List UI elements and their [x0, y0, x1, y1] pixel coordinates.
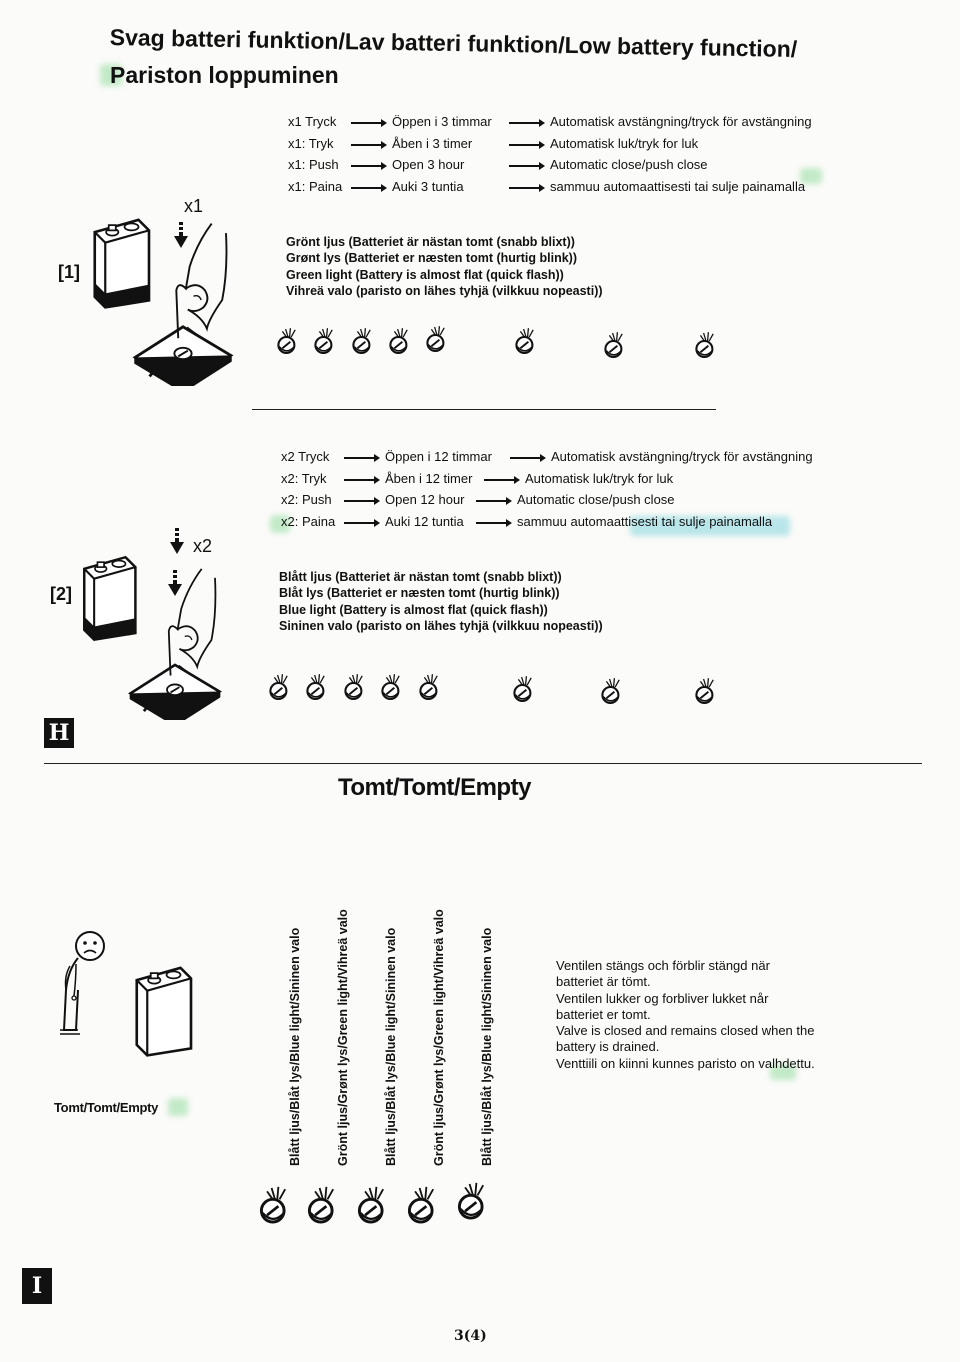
vertical-light-label: Grönt ljus/Grønt lys/Green light/Vihreä valo [336, 909, 350, 1166]
flash-icon [343, 672, 367, 702]
light-line: Vihreä valo (paristo on lähes tyhjä (vilkkuu nopeasti)) [286, 283, 603, 298]
arrow-icon [509, 187, 543, 189]
valve-closed-icon [356, 1180, 390, 1230]
highlighter-mark [168, 1098, 188, 1116]
duration-text: Open 3 hour [392, 157, 465, 173]
valve-closed-icon [306, 1180, 340, 1230]
light-line: Sininen valo (paristo on lähes tyhjä (vilkkuu nopeasti)) [279, 618, 603, 633]
duration-text: Åben i 3 timer [392, 135, 473, 151]
duration-text: Åben i 12 timer [385, 470, 473, 486]
down-arrow-icon [170, 528, 184, 554]
vertical-light-label: Blått ljus/Blåt lys/Blue light/Sininen valo [288, 927, 302, 1166]
result-text: Automatisk avstängning/tryck för avstängning [551, 449, 813, 464]
section1-label: [1] [58, 262, 80, 282]
light-line: Blått ljus (Batteriet är nästan tomt (snabb blixt)) [279, 570, 562, 584]
flash-icon [425, 324, 449, 354]
result-text: Automatisk avstängning/tryck för avstängning [550, 114, 812, 129]
press-text: x2 Tryck [281, 449, 330, 464]
description-line: Ventilen stängs och förblir stängd när batteriet är tömt. [556, 958, 770, 990]
arrow-icon [509, 122, 543, 124]
section-marker-i: I [22, 1268, 52, 1304]
press-count-label: x1 [184, 196, 204, 216]
press-text: x1: Push [288, 157, 339, 173]
light-line: Blue light (Battery is almost flat (quick flash)) [279, 602, 548, 617]
result-text: Automatisk luk/tryk for luk [525, 470, 674, 486]
result-text: Automatic close/push close [517, 492, 675, 508]
light-line: Grønt lys (Batteriet er næsten tomt (hurtig blink)) [286, 251, 577, 266]
description-line: Venttiili on kiinni kunnes paristo on valhdettu. [556, 1055, 815, 1071]
duration-text: Auki 12 tuntia [385, 514, 464, 530]
flash-icon [694, 330, 718, 360]
flash-icon [514, 326, 538, 356]
empty-section-title: Tomt/Tomt/Empty [338, 774, 531, 801]
section1-light-text [286, 234, 603, 299]
vertical-label-wrap [468, 836, 492, 1166]
flash-icon [600, 676, 624, 706]
empty-description [556, 958, 816, 1072]
result-text: sammuu automaattisesti tai sulje painamalla [517, 514, 773, 530]
flash-icon [694, 676, 718, 706]
hand-press-icon [120, 560, 230, 720]
flash-icon [603, 330, 627, 360]
arrow-icon [351, 187, 385, 189]
arrow-icon [344, 522, 378, 524]
page-number: 3(4) [454, 1328, 487, 1344]
arrow-icon [344, 479, 378, 481]
flash-icon [380, 672, 404, 702]
result-text: sammuu automaattisesti tai sulje painamalla [550, 179, 806, 195]
vertical-label-wrap [420, 836, 444, 1166]
result-text: Automatic close/push close [550, 157, 708, 173]
arrow-icon [351, 165, 385, 167]
light-line: Green light (Battery is almost flat (quick flash)) [286, 267, 564, 282]
divider [252, 409, 716, 410]
page-title-line2: Pariston loppuminen [110, 62, 339, 88]
flash-icon [313, 326, 337, 356]
vertical-label-wrap [276, 836, 300, 1166]
valve-closed-icon [456, 1176, 490, 1226]
result-text: Automatisk luk/tryk for luk [550, 135, 699, 151]
valve-closed-icon [406, 1180, 440, 1230]
battery-empty-icon [128, 948, 198, 1070]
arrow-icon [476, 500, 510, 502]
press-text: x2: Tryk [281, 470, 327, 486]
vertical-light-label: Blått ljus/Blåt lys/Blue light/Sininen valo [480, 927, 494, 1166]
arrow-icon [509, 165, 543, 167]
flash-icon [305, 672, 329, 702]
flash-icon [268, 672, 292, 702]
flash-icon [418, 672, 442, 702]
duration-text: Auki 3 tuntia [392, 179, 464, 195]
press-text: x1: Tryk [288, 135, 334, 151]
flash-icon [512, 674, 536, 704]
description-line: Ventilen lukker og forbliver lukket når batteriet er tomt. [556, 990, 769, 1022]
valve-closed-icon [258, 1180, 292, 1230]
press-text: x2: Paina [281, 514, 336, 530]
flash-icon [388, 326, 412, 356]
page-title: Svag batteri funktion/Lav batteri funktion/Low battery function/ [109, 24, 798, 62]
arrow-icon [484, 479, 518, 481]
arrow-icon [344, 500, 378, 502]
light-line: Blåt lys (Batteriet er næsten tomt (hurtig blink)) [279, 586, 560, 601]
description-line: Valve is closed and remains closed when the battery is drained. [556, 1023, 815, 1055]
divider [44, 763, 922, 764]
sad-person-icon [54, 930, 110, 1040]
vertical-light-label: Grönt ljus/Grønt lys/Green light/Vihreä valo [432, 909, 446, 1166]
press-text: x1 Tryck [288, 114, 337, 129]
empty-person-label: Tomt/Tomt/Empty [54, 1100, 159, 1115]
press-count-label: x2 [193, 536, 213, 556]
arrow-icon [344, 457, 378, 459]
section2-light-text [279, 569, 603, 634]
vertical-label-wrap [324, 836, 348, 1166]
flash-icon [276, 326, 300, 356]
hand-press-icon [128, 214, 238, 386]
section-marker-h: H [44, 718, 74, 748]
flash-icon [351, 326, 375, 356]
section2-steps [281, 446, 813, 533]
section1-steps [288, 111, 812, 198]
duration-text: Open 12 hour [385, 492, 465, 508]
vertical-light-label: Blått ljus/Blåt lys/Blue light/Sininen valo [384, 927, 398, 1166]
vertical-label-wrap [372, 836, 396, 1166]
press-text: x2: Push [281, 492, 332, 508]
arrow-icon [351, 122, 385, 124]
arrow-icon [476, 522, 510, 524]
duration-text: Öppen i 3 timmar [392, 114, 492, 129]
duration-text: Öppen i 12 timmar [385, 449, 492, 464]
press-text: x1: Paina [288, 179, 343, 195]
arrow-icon [509, 144, 543, 146]
section2-label: [2] [50, 584, 72, 604]
light-line: Grönt ljus (Batteriet är nästan tomt (snabb blixt)) [286, 235, 575, 249]
arrow-icon [510, 457, 544, 459]
arrow-icon [351, 144, 385, 146]
